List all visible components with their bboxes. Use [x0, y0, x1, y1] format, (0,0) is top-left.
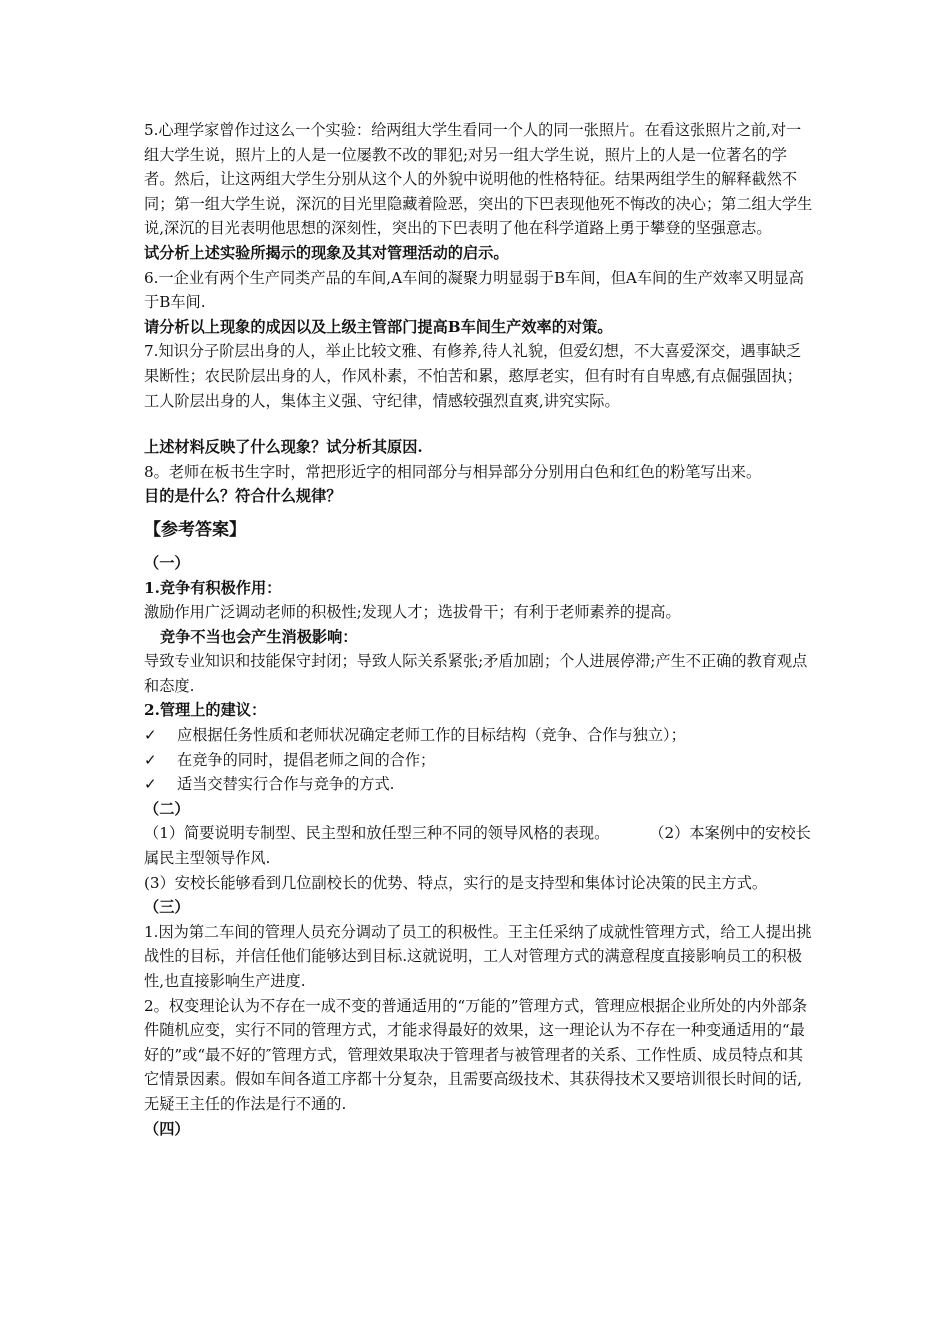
part4-label: （四） [144, 1119, 190, 1138]
part2-paragraph-1 [144, 821, 814, 870]
check-item-text: 应根据任务性质和老师状况确定老师工作的目标结构（竞争、合作与独立）； [177, 726, 686, 745]
q5-question: 试分析上述实验所揭示的现象及其对管理活动的启示。 [144, 243, 509, 262]
q5-text: 5.心理学家曾作过这么一个实验：给两组大学生看同一个人的同一张照片。在看这张照片之前,对一组大学生说，照片上的人是一位屡教不改的罪犯;对另一组大学生说，照片上的人是一位著名的学者。然后，让这两组大学生分别从这个人的外貌中说明他的性格特征。结果两组学生的解释截然不同；第一组大学生说，深沉的目光里隐藏着险恶，突出的下巴表现他死不悔改的决心；第二组大学生说,深沉的目光表明他思想的深刻性，突出的下巴表明了他在科学道路上勇于攀登的坚强意志。 [144, 121, 813, 238]
q8-text: 8。老师在板书生字时，常把形近字的相同部分与相异部分分别用白色和红色的粉笔写出来。 [144, 462, 762, 481]
answers-title: 【参考答案】 [144, 519, 246, 540]
part3-paragraph-1: 1.因为第二车间的管理人员充分调动了员工的积极性。王主任采纳了成就性管理方式，给工人提出挑战性的目标，并信任他们能够达到目标.这就说明，工人对管理方式的满意程度直接影响员工的积极性,也直接影响生产进度. [144, 922, 812, 990]
spacer [144, 413, 814, 435]
part3-paragraph-2: 2。权变理论认为不存在一成不变的普通适用的“万能的”管理方式，管理应根据企业所处的内外部条件随机应变，实行不同的管理方式，才能求得最好的效果，这一理论认为不存在一种变通适用的“最好的”或“最不好的″管理方式，管理效果取决于管理者与被管理者的关系、工作性质、成员特点和其它情景因素。假如车间各道工序都十分复杂，且需要高级技术、其获得技术又要培训很长时间的话,无疑王主任的作法是行不通的. [144, 996, 808, 1113]
check-icon: ✓ [144, 726, 157, 745]
check-item [144, 748, 814, 773]
q6-question: 请分析以上现象的成因以及上级主管部门提高B车间生产效率的对策。 [144, 317, 613, 336]
q8-question: 目的是什么？符合什么规律？ [144, 487, 342, 506]
check-icon: ✓ [144, 775, 157, 794]
part2-paragraph-2: (3）安校长能够看到几位副校长的优势、特点，实行的是支持型和集体讨论决策的民主方式。 [144, 873, 768, 892]
check-icon: ✓ [144, 750, 157, 769]
check-item [144, 772, 814, 797]
part2-label: （二） [144, 799, 190, 818]
part3-label: （三） [144, 898, 190, 917]
check-item [144, 723, 814, 748]
check-item-text: 在竞争的同时，提倡老师之间的合作； [177, 750, 436, 769]
part1-paragraph-2: 导致专业知识和技能保守封闭；导致人际关系紧张;矛盾加剧；个人进展停滞;产生不正确的教育观点和态度. [144, 652, 808, 695]
q7-text: 7.知识分子阶层出身的人，举止比较文雅、有修养,待人礼貌，但爱幻想，不大喜爱深交，遇事缺乏果断性；农民阶层出身的人，作风朴素，不怕苦和累，憨厚老实，但有时有自卑感,有点倔强固执；工人阶层出身的人，集体主义强、守纪律，情感较强烈直爽,讲究实际。 [144, 342, 802, 410]
part1-label: （一） [144, 553, 190, 572]
part1-heading-1: 1.竞争有积极作用： [144, 578, 282, 597]
q6-text: 6.一企业有两个生产同类产品的车间,A车间的凝聚力明显弱于B车间，但A车间的生产效率又明显高于B车间. [144, 268, 804, 312]
part1-heading-3: 2.管理上的建议： [144, 701, 267, 720]
q7-question: 上述材料反映了什么现象？试分析其原因. [144, 438, 423, 457]
part2-item-2: （2）本案例中的安校长属民主型领导作风. [144, 824, 811, 868]
document-page [144, 118, 814, 1141]
part1-heading-2: 竞争不当也会产生消极影响： [160, 627, 358, 646]
check-item-text: 适当交替实行合作与竞争的方式. [177, 775, 395, 794]
part1-paragraph-1: 激励作用广泛调动老师的积极性;发现人才；选拔骨干；有利于老师素养的提高。 [144, 603, 681, 622]
part2-item-1: （1）简要说明专制型、民主型和放任型三种不同的领导风格的表现。 [144, 824, 610, 843]
